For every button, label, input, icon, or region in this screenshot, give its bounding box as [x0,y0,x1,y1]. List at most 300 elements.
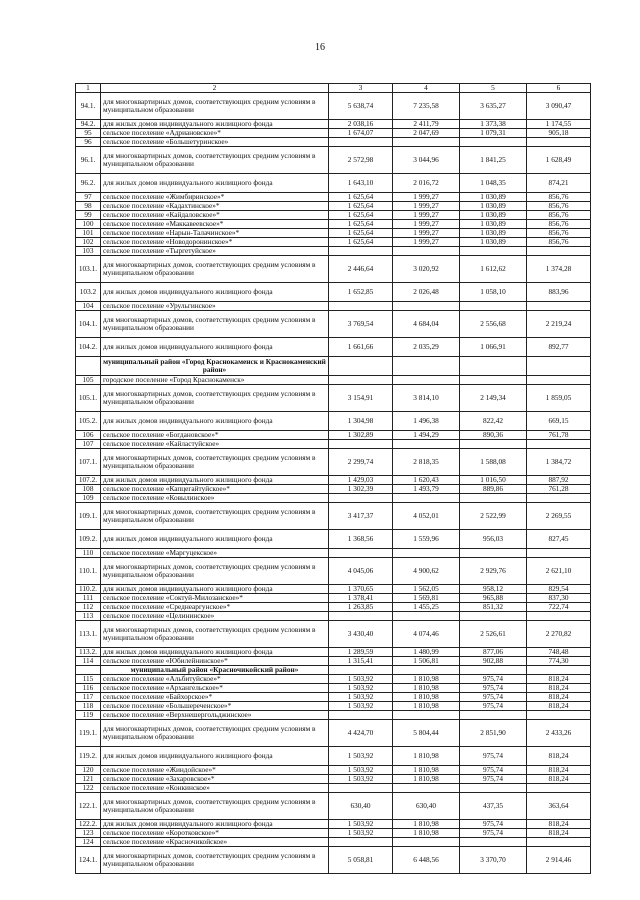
row-number-cell: 96.1. [76,147,101,174]
row-number-cell: 105.2. [76,412,101,431]
table-row [76,793,591,820]
value-cell: 1 810,98 [393,747,460,766]
value-cell: 2 522,99 [460,503,527,530]
value-cell: 2 269,55 [527,503,591,530]
value-cell: 2 038,16 [329,120,393,129]
table-row [76,193,591,202]
value-cell: 975,74 [460,747,527,766]
row-number-cell: 100 [76,220,101,229]
row-number-cell: 104 [76,302,101,311]
table-row [76,440,591,449]
district-header-row [76,666,591,675]
value-cell [393,247,460,256]
value-cell: 1 378,41 [329,594,393,603]
row-number-cell: 118 [76,702,101,711]
row-name-cell: для жилых домов индивидуального жилищного фонда [101,747,329,766]
value-cell [329,711,393,720]
value-cell: 3 430,40 [329,621,393,648]
value-cell: 1 810,98 [393,684,460,693]
value-cell: 4 684,04 [393,311,460,338]
table-row [76,503,591,530]
value-cell: 3 635,27 [460,93,527,120]
value-cell: 437,35 [460,793,527,820]
value-cell: 3 044,96 [393,147,460,174]
value-cell: 856,76 [527,193,591,202]
value-cell: 1 048,35 [460,174,527,193]
value-cell [329,247,393,256]
row-number-cell: 111 [76,594,101,603]
value-cell: 1 569,81 [393,594,460,603]
row-name-cell: для жилых домов индивидуального жилищного фонда [101,174,329,193]
row-number-cell: 104.1. [76,311,101,338]
row-name-cell: для многоквартирных домов, соответствующих средним условиям в муниципальном образовании [101,385,329,412]
table-row [76,784,591,793]
table-row [76,494,591,503]
value-cell: 1 625,64 [329,202,393,211]
value-cell: 1 506,81 [393,657,460,666]
value-cell: 818,24 [527,775,591,784]
value-cell: 975,74 [460,693,527,702]
table-row [76,338,591,357]
row-number-cell: 109.1. [76,503,101,530]
row-name-cell: сельское поселение «Среднеаргунское»* [101,603,329,612]
value-cell [393,376,460,385]
table-row [76,476,591,485]
table-row [76,147,591,174]
value-cell: 1 030,89 [460,229,527,238]
value-cell: 2 818,35 [393,449,460,476]
row-name-cell: сельское поселение «Новодоронинское»* [101,238,329,247]
value-cell: 975,74 [460,766,527,775]
table-row [76,93,591,120]
value-cell: 2 851,90 [460,720,527,747]
table-row [76,775,591,784]
value-cell: 883,96 [527,283,591,302]
value-cell [527,357,591,376]
value-cell: 818,24 [527,675,591,684]
value-cell [393,302,460,311]
row-name-cell: для жилых домов индивидуального жилищного фонда [101,530,329,549]
value-cell [329,612,393,621]
row-number-cell: 109 [76,494,101,503]
value-cell: 3 020,92 [393,256,460,283]
table-row [76,702,591,711]
value-cell: 892,77 [527,338,591,357]
value-cell: 3 154,91 [329,385,393,412]
value-cell: 1 810,98 [393,829,460,838]
value-cell: 722,74 [527,603,591,612]
value-cell: 1 999,27 [393,193,460,202]
row-number-cell: 123 [76,829,101,838]
value-cell: 975,74 [460,675,527,684]
value-cell: 1 503,92 [329,820,393,829]
row-name-cell: сельское поселение «Верхнешергольджинское» [101,711,329,720]
column-header: 6 [527,84,591,93]
table-row [76,594,591,603]
row-number-cell: 119 [76,711,101,720]
row-number-cell: 115 [76,675,101,684]
table-row [76,693,591,702]
value-cell: 3 417,37 [329,503,393,530]
row-number-cell: 103 [76,247,101,256]
value-cell: 5 058,81 [329,847,393,874]
row-name-cell: сельское поселение «Ковылинское» [101,494,329,503]
value-cell: 829,54 [527,585,591,594]
row-name-cell: сельское поселение «Маргуцекское» [101,549,329,558]
value-cell: 4 424,70 [329,720,393,747]
table-row [76,138,591,147]
table-row [76,530,591,549]
table-header-row [76,84,591,93]
table-row [76,747,591,766]
value-cell: 1 503,92 [329,693,393,702]
table-body [76,84,591,874]
value-cell: 1 503,92 [329,684,393,693]
value-cell: 3 814,10 [393,385,460,412]
table-row [76,211,591,220]
row-name-cell: сельское поселение «Капцегайтуйское»* [101,485,329,494]
value-cell: 1 625,64 [329,220,393,229]
row-number-cell: 106 [76,431,101,440]
row-number-cell: 121 [76,775,101,784]
value-cell: 3 769,54 [329,311,393,338]
row-number-cell: 114 [76,657,101,666]
table-row [76,621,591,648]
value-cell: 5 638,74 [329,93,393,120]
row-number-cell: 101 [76,229,101,238]
row-name-cell: сельское поселение «Тыргетуйское» [101,247,329,256]
value-cell: 877,06 [460,648,527,657]
value-cell: 2 047,69 [393,129,460,138]
value-cell: 856,76 [527,211,591,220]
value-cell: 1 174,55 [527,120,591,129]
value-cell: 3 370,70 [460,847,527,874]
value-cell [460,440,527,449]
value-cell: 905,18 [527,129,591,138]
value-cell: 2 433,26 [527,720,591,747]
value-cell [527,711,591,720]
row-number-cell: 103.2 [76,283,101,302]
table-row [76,202,591,211]
value-cell: 3 090,47 [527,93,591,120]
row-number-cell: 103.1. [76,256,101,283]
value-cell: 1 503,92 [329,675,393,684]
value-cell [527,494,591,503]
value-cell: 1 030,89 [460,238,527,247]
value-cell: 818,24 [527,820,591,829]
row-name-cell: для многоквартирных домов, соответствующих средним условиям в муниципальном образовании [101,449,329,476]
value-cell [329,549,393,558]
table-row [76,549,591,558]
row-name-cell: сельское поселение «Архангельское»* [101,684,329,693]
column-header: 3 [329,84,393,93]
value-cell: 1 289,59 [329,648,393,657]
value-cell: 1 628,49 [527,147,591,174]
tariff-table [75,83,591,874]
value-cell: 822,42 [460,412,527,431]
value-cell: 856,76 [527,220,591,229]
value-cell: 1 368,56 [329,530,393,549]
row-number-cell: 113.1. [76,621,101,648]
value-cell: 1 302,39 [329,485,393,494]
table-row [76,302,591,311]
row-name-cell: сельское поселение «Кадахтинское»* [101,202,329,211]
value-cell: 1 079,31 [460,129,527,138]
value-cell: 4 045,06 [329,558,393,585]
row-number-cell: 108 [76,485,101,494]
row-number-cell: 122.2. [76,820,101,829]
column-header: 5 [460,84,527,93]
row-number-cell: 122.1. [76,793,101,820]
value-cell: 1 859,05 [527,385,591,412]
value-cell: 965,88 [460,594,527,603]
value-cell: 4 074,46 [393,621,460,648]
value-cell: 1 810,98 [393,675,460,684]
value-cell: 818,24 [527,766,591,775]
value-cell: 1 620,43 [393,476,460,485]
row-name-cell: сельское поселение «Кайдаловское»* [101,211,329,220]
row-name-cell: сельское поселение «Красночикойское» [101,838,329,847]
row-number-cell: 94.2. [76,120,101,129]
column-header: 1 [76,84,101,93]
value-cell: 1 503,92 [329,702,393,711]
value-cell [329,376,393,385]
value-cell [329,784,393,793]
value-cell: 761,78 [527,431,591,440]
value-cell [393,784,460,793]
value-cell: 1 999,27 [393,229,460,238]
value-cell: 2 026,48 [393,283,460,302]
value-cell: 1 030,89 [460,220,527,229]
table-row [76,711,591,720]
value-cell: 2 572,98 [329,147,393,174]
row-number-cell: 98 [76,202,101,211]
row-name-cell: сельское поселение «Жимбиринское»* [101,193,329,202]
value-cell: 1 625,64 [329,193,393,202]
row-number-cell [76,666,101,675]
table-row [76,720,591,747]
row-name-cell: сельское поселение «Большереченское»* [101,702,329,711]
value-cell [460,247,527,256]
row-number-cell: 124.1. [76,847,101,874]
row-number-cell: 94.1. [76,93,101,120]
row-name-cell: сельское поселение «Адриановское»* [101,129,329,138]
row-number-cell: 113.2. [76,648,101,657]
row-number-cell: 116 [76,684,101,693]
table-row [76,449,591,476]
row-number-cell: 105 [76,376,101,385]
value-cell: 748,48 [527,648,591,657]
value-cell: 975,74 [460,820,527,829]
row-name-cell: сельское поселение «Урульгинское» [101,302,329,311]
row-name-cell: для жилых домов индивидуального жилищного фонда [101,648,329,657]
value-cell: 1 493,79 [393,485,460,494]
value-cell [393,357,460,376]
value-cell: 4 052,01 [393,503,460,530]
row-number-cell: 99 [76,211,101,220]
value-cell [527,440,591,449]
value-cell: 1 652,85 [329,283,393,302]
value-cell [460,612,527,621]
value-cell [393,666,460,675]
value-cell [393,549,460,558]
row-name-cell: для многоквартирных домов, соответствующих средним условиям в муниципальном образовании [101,621,329,648]
value-cell: 1 503,92 [329,775,393,784]
row-name-cell: сельское поселение «Альбитуйское»* [101,675,329,684]
value-cell: 2 526,61 [460,621,527,648]
value-cell [393,494,460,503]
row-number-cell: 110.2. [76,585,101,594]
table-row [76,220,591,229]
value-cell: 1 016,50 [460,476,527,485]
row-name-cell: для многоквартирных домов, соответствующих средним условиям в муниципальном образовании [101,147,329,174]
value-cell: 2 016,72 [393,174,460,193]
value-cell: 1 503,92 [329,829,393,838]
value-cell: 2 219,24 [527,311,591,338]
row-name-cell: для жилых домов индивидуального жилищного фонда [101,820,329,829]
row-number-cell: 119.1. [76,720,101,747]
value-cell: 1 480,99 [393,648,460,657]
value-cell: 874,21 [527,174,591,193]
row-number-cell: 110.1. [76,558,101,585]
table-row [76,238,591,247]
value-cell: 1 455,25 [393,603,460,612]
table-row [76,129,591,138]
column-header: 4 [393,84,460,93]
row-name-cell: для многоквартирных домов, соответствующих средним условиям в муниципальном образовании [101,311,329,338]
row-name-cell: сельское поселение «Целининское» [101,612,329,621]
value-cell [393,440,460,449]
value-cell: 1 810,98 [393,693,460,702]
value-cell: 1 643,10 [329,174,393,193]
value-cell: 975,74 [460,684,527,693]
value-cell [527,138,591,147]
value-cell [460,138,527,147]
value-cell: 1 302,89 [329,431,393,440]
row-number-cell: 102 [76,238,101,247]
value-cell: 1 625,64 [329,229,393,238]
value-cell: 1 058,10 [460,283,527,302]
row-number-cell: 96 [76,138,101,147]
row-name-cell: сельское поселение «Маккавеевское»* [101,220,329,229]
value-cell [527,666,591,675]
row-name-cell: для многоквартирных домов, соответствующих средним условиям в муниципальном образовании [101,720,329,747]
table-row [76,485,591,494]
value-cell: 1 625,64 [329,211,393,220]
value-cell: 856,76 [527,238,591,247]
value-cell: 1 496,38 [393,412,460,431]
row-number-cell: 109.2. [76,530,101,549]
row-name-cell: городское поселение «Город Краснокаменск» [101,376,329,385]
table-row [76,256,591,283]
value-cell: 818,24 [527,829,591,838]
table-row [76,847,591,874]
value-cell: 1 810,98 [393,702,460,711]
row-number-cell: 119.2. [76,747,101,766]
row-name-cell: сельское поселение «Большетуринское» [101,138,329,147]
value-cell: 630,40 [329,793,393,820]
table-row [76,229,591,238]
value-cell: 1 810,98 [393,766,460,775]
value-cell [460,494,527,503]
value-cell: 2 035,29 [393,338,460,357]
row-name-cell: для жилых домов индивидуального жилищного фонда [101,338,329,357]
value-cell [329,138,393,147]
value-cell: 630,40 [393,793,460,820]
row-name-cell: для жилых домов индивидуального жилищного фонда [101,476,329,485]
row-name-cell: сельское поселение «Юбилейнинское»* [101,657,329,666]
value-cell: 1 384,72 [527,449,591,476]
value-cell: 818,24 [527,702,591,711]
value-cell: 1 562,05 [393,585,460,594]
row-number-cell: 110 [76,549,101,558]
value-cell [527,612,591,621]
row-name-cell: для жилых домов индивидуального жилищного фонда [101,412,329,431]
table-row [76,431,591,440]
district-header-row [76,357,591,376]
table-row [76,376,591,385]
value-cell: 1 304,98 [329,412,393,431]
table-row [76,603,591,612]
table-row [76,120,591,129]
value-cell: 1 612,62 [460,256,527,283]
value-cell: 958,12 [460,585,527,594]
row-number-cell: 107.2. [76,476,101,485]
value-cell: 2 621,10 [527,558,591,585]
row-number-cell: 120 [76,766,101,775]
value-cell: 2 556,68 [460,311,527,338]
table-row [76,648,591,657]
column-header: 2 [101,84,329,93]
value-cell: 818,24 [527,693,591,702]
value-cell [393,612,460,621]
row-number-cell: 104.2. [76,338,101,357]
value-cell: 890,36 [460,431,527,440]
row-number-cell: 107.1. [76,449,101,476]
value-cell: 1 494,29 [393,431,460,440]
value-cell: 5 804,44 [393,720,460,747]
value-cell: 1 370,65 [329,585,393,594]
value-cell [460,549,527,558]
row-name-cell: для многоквартирных домов, соответствующих средним условиям в муниципальном образовании [101,256,329,283]
table-row [76,283,591,302]
table-row [76,612,591,621]
value-cell: 851,32 [460,603,527,612]
value-cell: 818,24 [527,747,591,766]
row-name-cell: муниципальный район «Красночикойский район» [101,666,329,675]
value-cell: 1 588,08 [460,449,527,476]
value-cell: 1 999,27 [393,211,460,220]
value-cell: 827,45 [527,530,591,549]
value-cell: 902,88 [460,657,527,666]
value-cell [527,376,591,385]
value-cell: 818,24 [527,684,591,693]
value-cell [329,440,393,449]
value-cell: 856,76 [527,202,591,211]
value-cell: 1 999,27 [393,238,460,247]
table-row [76,247,591,256]
table-row [76,684,591,693]
row-number-cell: 124 [76,838,101,847]
value-cell: 975,74 [460,829,527,838]
value-cell [460,376,527,385]
row-name-cell: сельское поселение «Коротковское»* [101,829,329,838]
value-cell: 2 299,74 [329,449,393,476]
value-cell: 1 503,92 [329,747,393,766]
value-cell: 1 674,07 [329,129,393,138]
value-cell: 1 030,89 [460,211,527,220]
value-cell: 1 263,85 [329,603,393,612]
